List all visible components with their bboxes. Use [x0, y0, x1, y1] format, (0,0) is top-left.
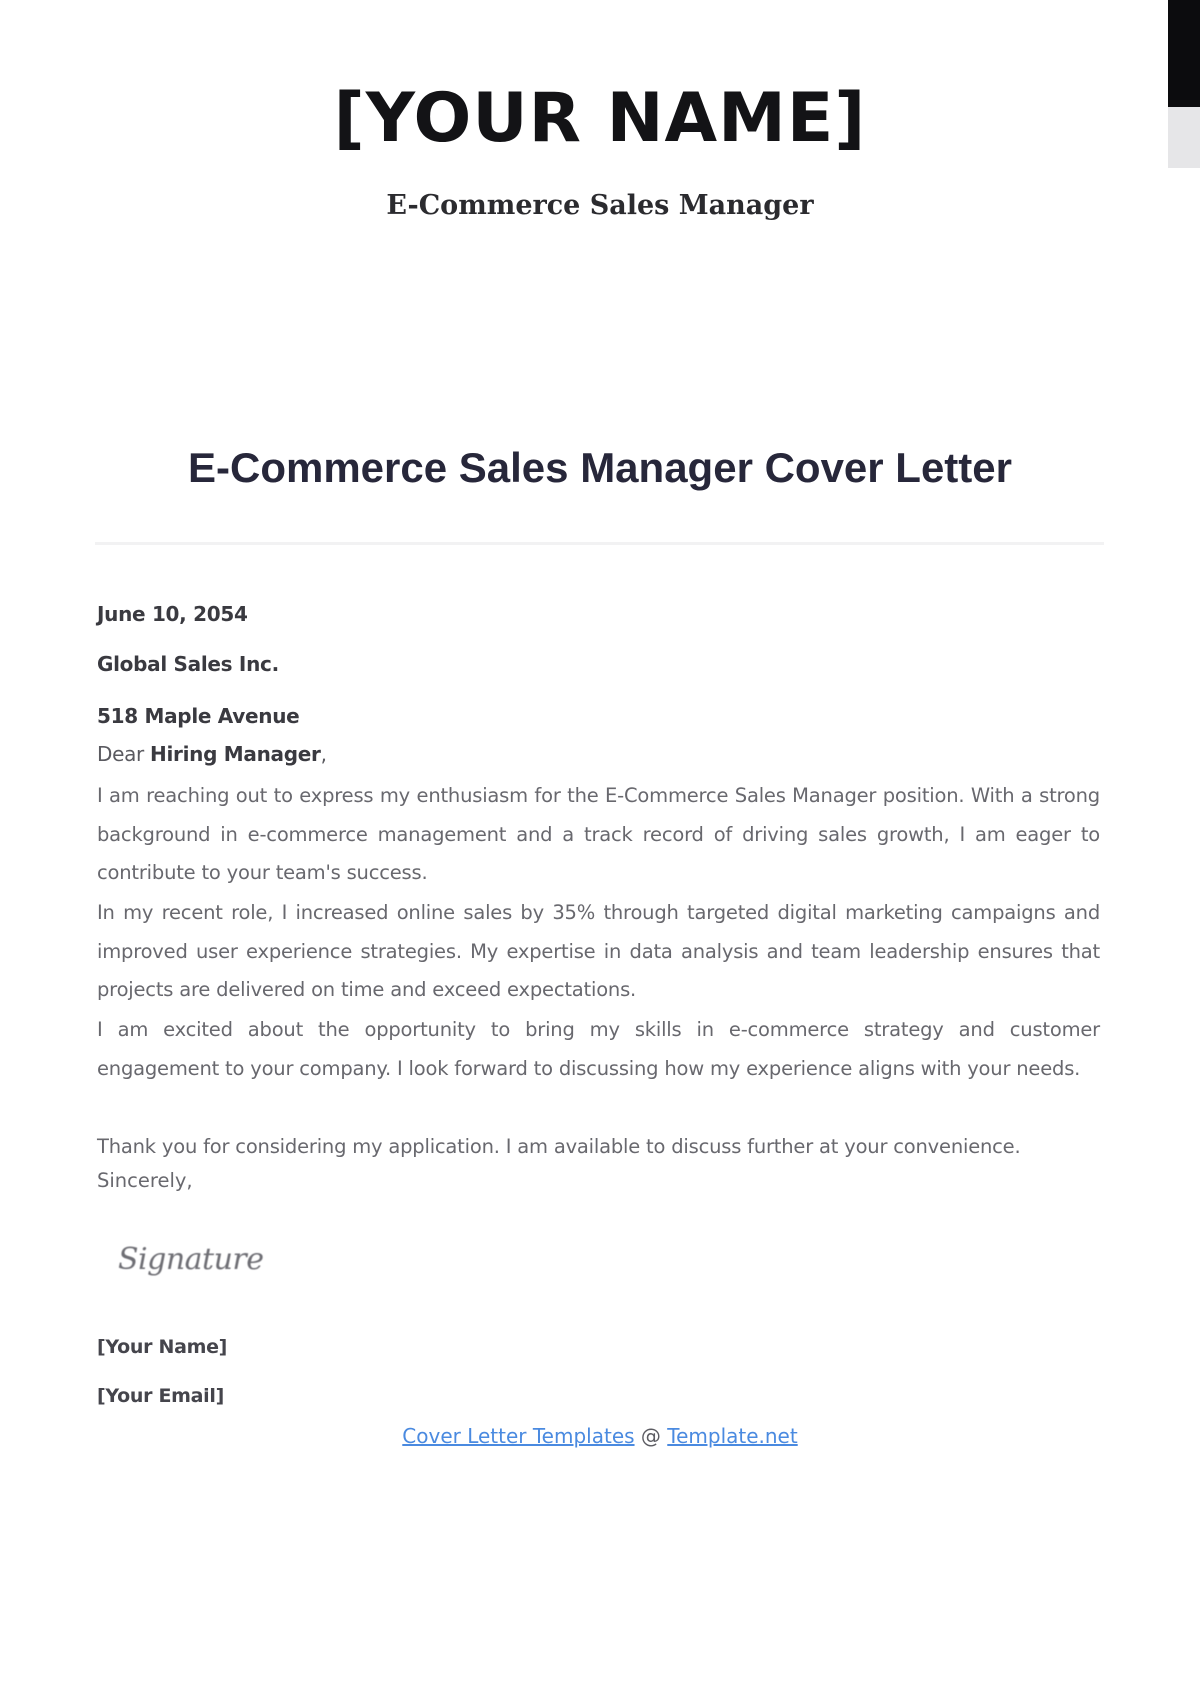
letter-closing: Sincerely, [97, 1169, 193, 1192]
salutation [97, 740, 327, 768]
footer-attribution [0, 1422, 1200, 1450]
body-paragraph: Thank you for considering my application. I am available to discuss further at your convenience. [97, 1135, 1021, 1158]
body-paragraph: In my recent role, I increased online sales by 35% through targeted digital marketing campaigns and improved user experience strategies. My expertise in data analysis and team leadership ensures that projects are delivered on time and exceed expectations. [97, 901, 1100, 1001]
sender-email: [Your Email] [97, 1385, 224, 1407]
recipient-company: Global Sales Inc. [97, 652, 279, 676]
title-divider [95, 542, 1104, 545]
salutation-recipient: Hiring Manager [150, 742, 321, 766]
template-net-link[interactable]: Template.net [667, 1424, 798, 1448]
applicant-job-title: E-Commerce Sales Manager [386, 190, 814, 221]
salutation-suffix: , [320, 742, 327, 766]
recipient-address: 518 Maple Avenue [97, 704, 300, 728]
cover-letter-templates-link[interactable]: Cover Letter Templates [402, 1424, 635, 1448]
letter-date: June 10, 2054 [97, 602, 248, 626]
body-paragraph: I am excited about the opportunity to bring my skills in e-commerce strategy and customer engagement to your company. I look forward to discussing how my experience aligns with your needs. [97, 1018, 1100, 1080]
signature-image: Signature [118, 1242, 264, 1277]
letter-title: E-Commerce Sales Manager Cover Letter [188, 444, 1012, 491]
body-paragraph: I am reaching out to express my enthusiasm for the E-Commerce Sales Manager position. With a strong background in e-commerce management and a track record of driving sales growth, I am eager to contribute to your team's success. [97, 784, 1100, 884]
applicant-name-heading: [YOUR NAME] [333, 79, 867, 158]
sender-name: [Your Name] [97, 1336, 228, 1358]
salutation-prefix: Dear [97, 742, 151, 766]
footer-separator: @ [634, 1424, 668, 1448]
